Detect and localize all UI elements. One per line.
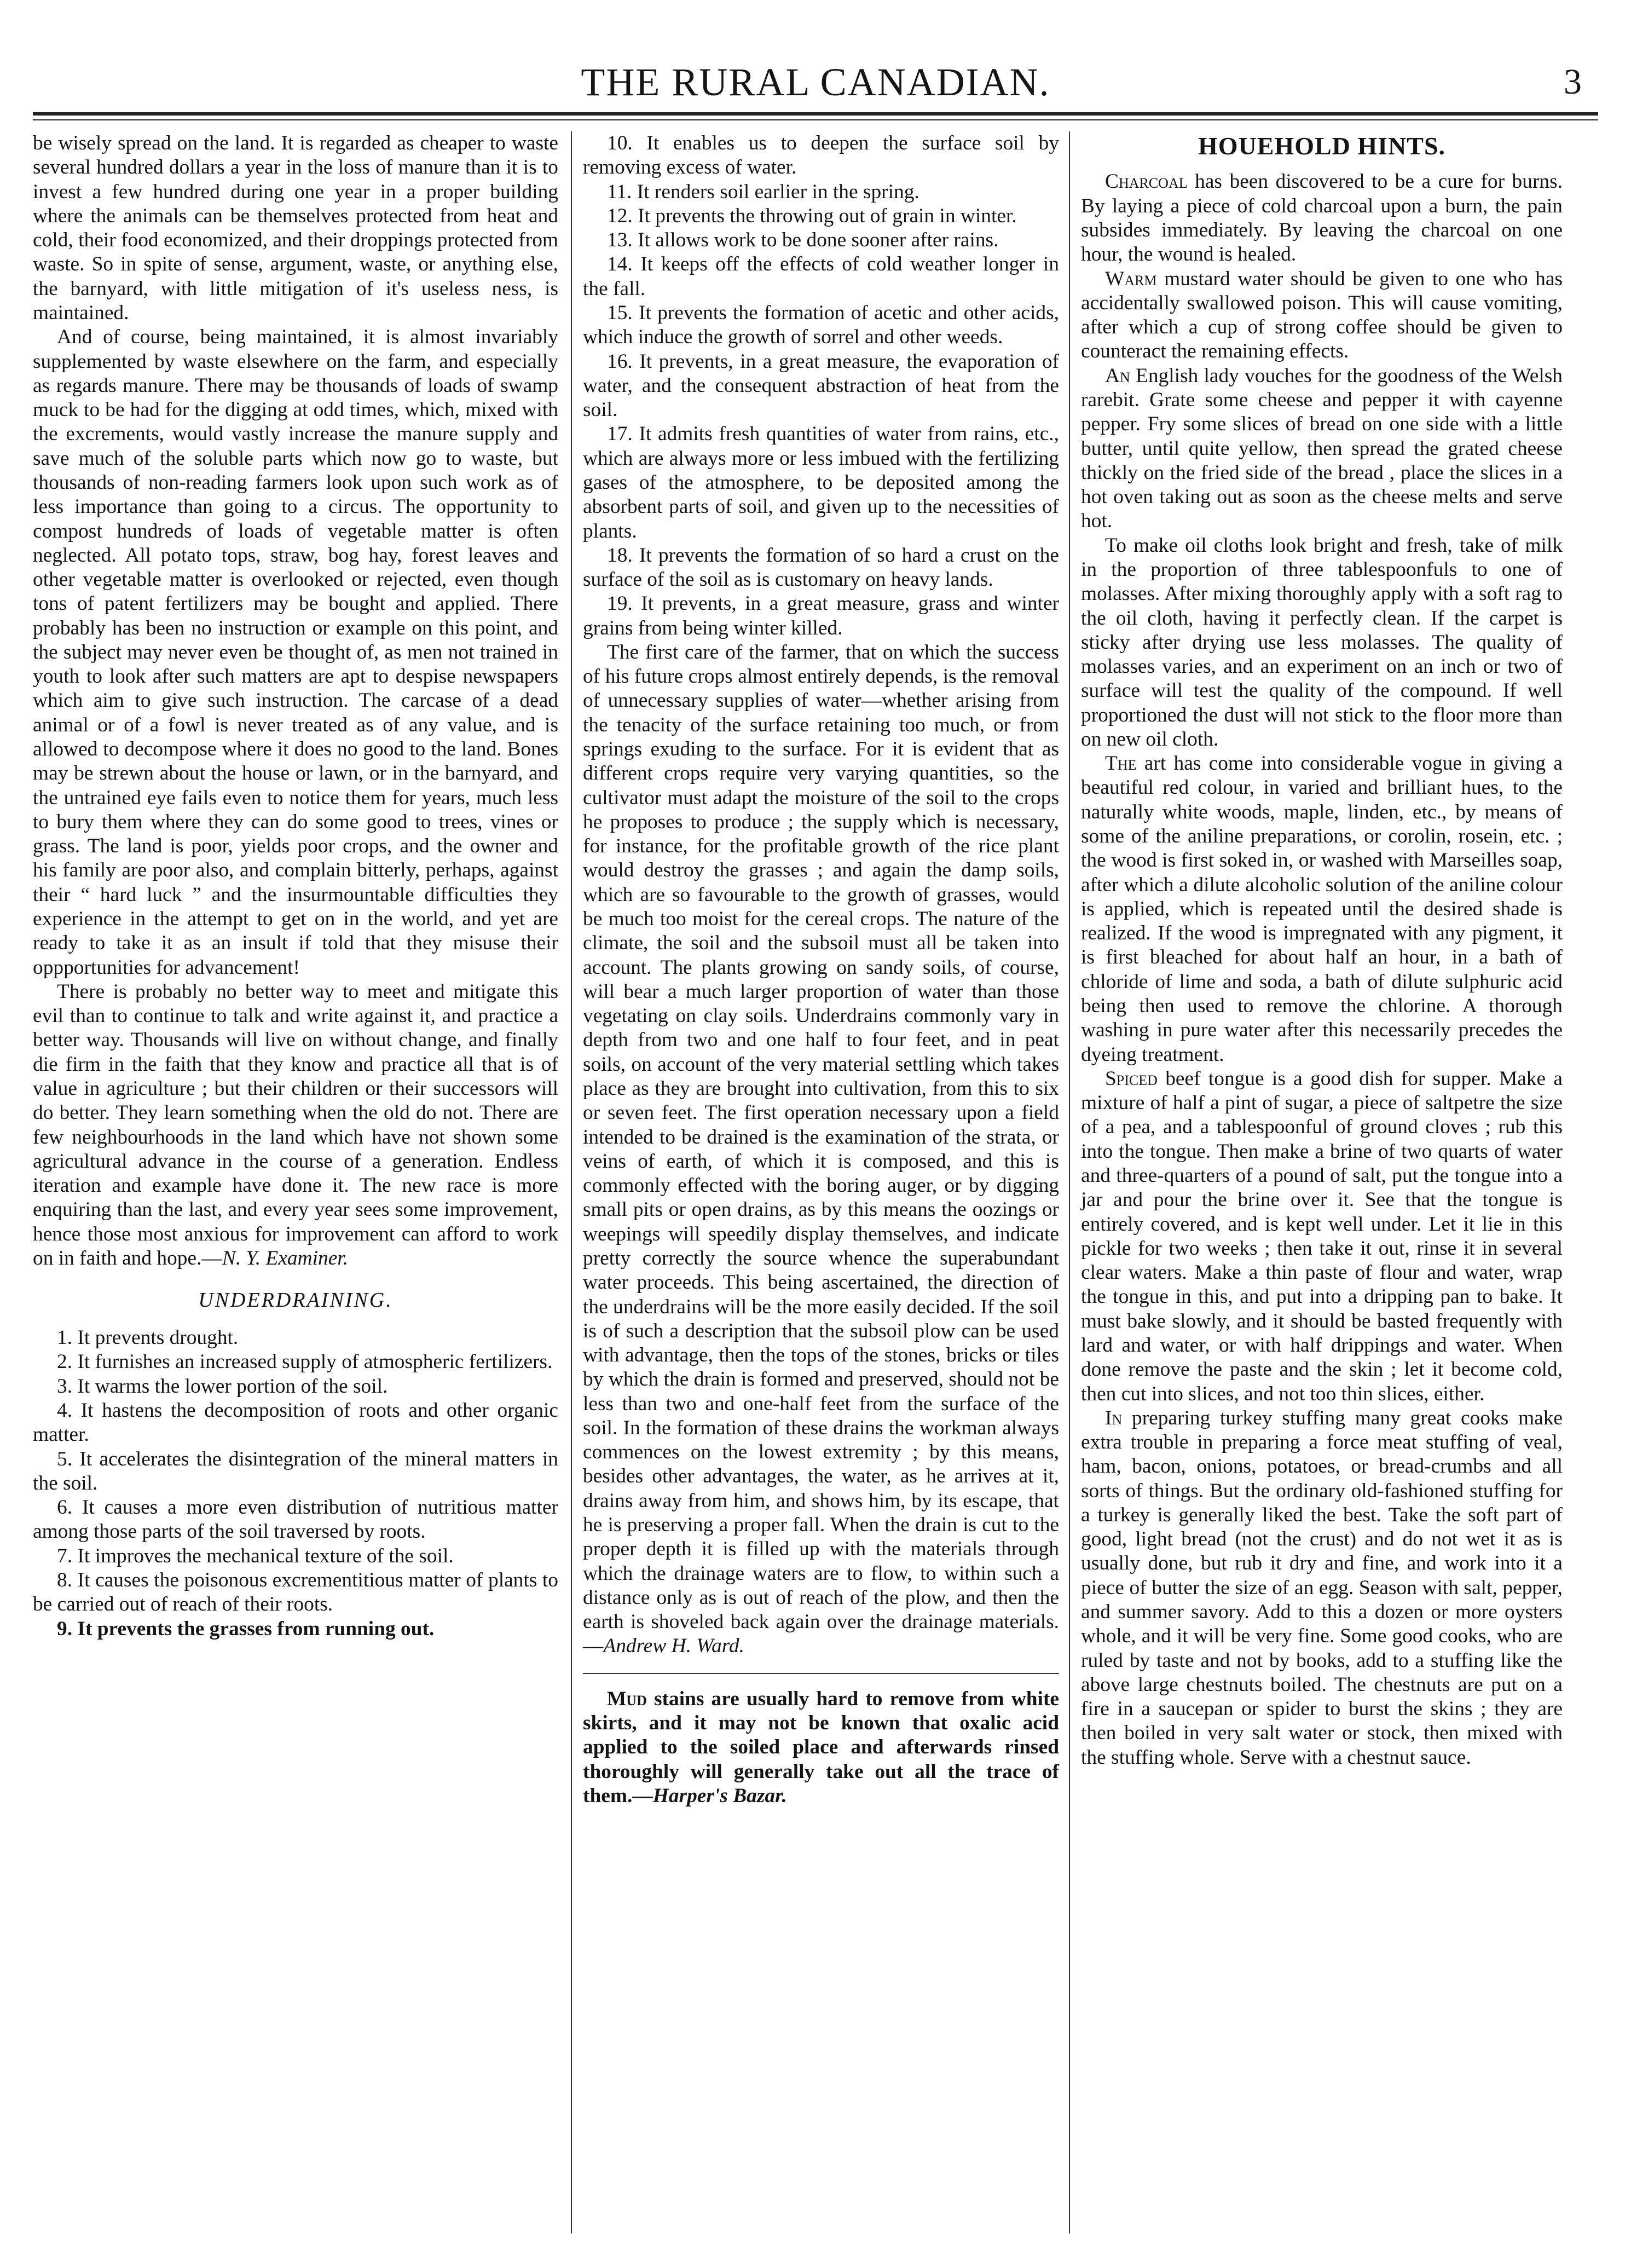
hint-mustard-water <box>1081 267 1563 364</box>
lead-word: An <box>1105 364 1130 387</box>
hint-text: preparing turkey stuffing many great cooks make extra trouble in preparing a force meat stuffing of veal, ham, bacon, onions, potatoes, or bread-crumbs and all sorts of things. But the ordinary old-fashioned stuffing for a turkey is generally liked the best. Take the soft part of good, light bread (not the crust) and do not wet it as is usually done, but rub it dry and fine, and work into it a piece of butter the size of an egg. Season with salt, pepper, and summer savory. Add to this a dozen or more oysters whole, and it will be very fine. Some good cooks, who are ruled by taste and not by books, add to a stuffing like the above large chestnuts boiled. The chestnuts are put on a fire in a saucepan or spider to burst the skins ; they are then boiled in very salt water or stock, then mixed with the stuffing whole. Serve with a chestnut sauce. <box>1081 1406 1563 1769</box>
hint-turkey-stuffing <box>1081 1406 1563 1770</box>
lead-word: In <box>1105 1406 1123 1429</box>
hint-text: To make oil cloths look bright and fresh, take of milk in the proportion of three tablespoonfuls to one of molasses. After mixing thoroughly apply with a soft rag to the oil cloth, having it perfectly clean. If the carpet is sticky after drying use less molasses. The quality of molasses varies, and an experiment on an inch or two of surface will test the quality of the compound. If well proportioned the dust will not stick to the floor more than on new oil cloth. <box>1081 534 1563 751</box>
underdraining-item: 5. It accelerates the disintegration of the mineral matters in the soil. <box>33 1447 558 1494</box>
masthead-rule-thick <box>33 112 1598 116</box>
hint-text: English lady vouches for the goodness of the Welsh rarebit. Grate some cheese and pepper it with cayenne pepper. Fry some slices of bread on one side with a little butter, until quite yellow, then spread the grated cheese thickly on the fried side of the bread , place the slices in a hot oven taking out as soon as the cheese melts and serve hot. <box>1081 364 1563 533</box>
underdraining-item: 7. It improves the mechanical texture of the soil. <box>57 1544 454 1567</box>
mud-stains-article <box>583 1687 1059 1808</box>
page-number: 3 <box>1564 62 1582 102</box>
masthead-rule-thin <box>33 119 1598 120</box>
underdraining-item: 16. It prevents, in a great measure, the evaporation of water, and the consequent abstraction of heat from the soil. <box>583 350 1059 422</box>
underdraining-item: 2. It furnishes an increased supply of atmospheric fertilizers. <box>57 1351 553 1374</box>
hint-oil-cloths <box>1081 534 1563 752</box>
underdraining-item: 19. It prevents, in a great measure, grass and winter grains from being winter killed. <box>583 592 1059 639</box>
article-source: N. Y. Examiner. <box>222 1246 349 1269</box>
underdraining-item: 9. It prevents the grasses from running out. <box>57 1617 435 1640</box>
manure-article-continued: be wisely spread on the land. It is regarded as cheaper to waste several hundred dollars a year in the loss of manure than it is to invest a few hundred during one year in a proper building where the animals can be themselves protected from heat and cold, their food economized, and their droppings protected from waste. So in spite of sense, argument, waste, or anything else, the barnyard, with little mitigation of it's useless ness, is maintained. <box>33 132 558 324</box>
masthead <box>33 52 1598 112</box>
underdraining-item: 8. It causes the poisonous excrementitious matter of plants to be carried out of reach of their roots. <box>33 1569 558 1616</box>
manure-article-paragraph-2: And of course, being maintained, it is almost invariably supplemented by waste elsewhere on the farm, and especially as regards manure. There may be thousands of loads of swamp muck to be had for the digging at odd times, which, mixed with the excrements, would vastly increase the manure supply and save much of the soluble parts which now go to waste, but thousands of non-reading farmers look upon such work as of less importance than going to a circus. The opportunity to compost hundreds of loads of vegetable matter is often neglected. All potato tops, straw, bog hay, forest leaves and other vegetable matter is overlooked or rejected, even though tons of patent fertilizers may be bought and applied. There probably has been no instruction or example on this point, and the subject may never even be thought of, as men not trained in youth to look after such matters are apt to despise newspapers which aim to give such instruction. The carcase of a dead animal or of a fowl is never treated as of any value, and is allowed to decompose where it does no good to the land. Bones may be strewn about the house or lawn, or in the barnyard, and the untrained eye fails even to notice them for years, much less to bury them where they can do some good to trees, vines or grass. The land is poor, yields poor crops, and the owner and his family are poor also, and complain bitterly, perhaps, against their “ hard luck ” and the insurmountable difficulties they experience in the attempt to get on in the world, and yet are ready to take it as an insult if told that they misuse their oppportunities for advancement! <box>33 326 558 979</box>
underdraining-item: 1. It prevents drought. <box>57 1326 239 1349</box>
underdraining-article-body <box>583 640 1059 1659</box>
article-source: Harper's Bazar. <box>652 1784 787 1807</box>
article-source: Andrew H. Ward. <box>603 1635 744 1658</box>
underdraining-item: 13. It allows work to be done sooner after rains. <box>607 229 999 252</box>
hint-text: has been discovered to be a cure for burns. By laying a piece of cold charcoal upon a burn, the pain subsides immediately. By leaving the charcoal on one hour, the wound is healed. <box>1081 170 1563 266</box>
underdraining-item: 3. It warms the lower portion of the soil. <box>57 1375 388 1398</box>
manure-article-paragraph-3 <box>33 980 558 1271</box>
underdraining-item: 12. It prevents the throwing out of grain in winter. <box>607 204 1017 227</box>
underdraining-item: 4. It hastens the decomposition of roots and other organic matter. <box>33 1399 558 1446</box>
underdraining-item: 15. It prevents the formation of acetic and other acids, which induce the growth of sorrel and other weeds. <box>583 301 1059 349</box>
hint-text: art has come into considerable vogue in giving a beautiful red colour, in varied and brilliant hues, to the naturally white woods, maple, linden, etc., by means of some of the aniline preparations, or corolin, rosein, etc. ; the wood is first soked in, or washed with Marseilles soap, after which a dilute alcoholic solution of the aniline colour is applied, which is repeated until the desired shade is realized. If the wood is impregnated with any pigment, it is first bleached for about half an hour, in a bath of chloride of lime and soda, a bath of dilute sulphuric acid being then used to remove the chlorine. A thorough washing in pure water after this necessarily precedes the dyeing treatment. <box>1081 752 1563 1066</box>
underdraining-item: 6. It causes a more even distribution of nutritious matter among those parts of the soil traversed by roots. <box>33 1496 558 1543</box>
underdraining-item: 10. It enables us to deepen the surface soil by removing excess of water. <box>583 132 1059 179</box>
underdraining-item: 17. It admits fresh quantities of water from rains, etc., which are always more or less imbued with the fertilizing gases of the atmosphere, to be deposited among the absorbent parts of soil, and given up to the necessities of plants. <box>583 423 1059 543</box>
hint-text: mustard water should be given to one who has accidentally swallowed poison. This will cause vomiting, after which a cup of strong coffee should be given to counteract the remaining effects. <box>1081 267 1563 363</box>
underdraining-heading: UNDERDRAINING. <box>198 1289 393 1312</box>
lead-word: Spiced <box>1105 1067 1158 1090</box>
household-hints-heading: HOUEHOLD HINTS. <box>1198 132 1446 160</box>
column-1 <box>33 131 558 1641</box>
lead-word: Warm <box>1105 267 1157 290</box>
paragraph-text: The first care of the farmer, that on which the success of his future crops almost entirely depends, is the removal of unnecessary supplies of water—whether arising from the tenacity of the surface retaining too much, or from springs exuding to the surface. For it is evident that as different crops require very varying quantities, so the cultivator must adapt the moisture of the soil to the crops he proposes to produce ; the supply which is necessary, for instance, for the profitable growth of the rice plant would destroy the grasses ; and again the damp soils, which are so favourable to the growth of grasses, would be much too moist for the cereal crops. The nature of the climate, the soil and the subsoil must all be taken into account. The plants growing on sandy soils, of course, will bear a much larger proportion of water than those vegetating on clay soils. Underdrains commonly vary in depth from two and one half to four feet, and in peat soils, on account of the very material settling which takes place as they are brought into cultivation, from this to six or seven feet. The first operation necessary upon a field intended to be drained is the examination of the strata, or veins of earth, of which it is composed, and this is commonly effected with the boring auger, or by digging small pits or open drains, as by this means the oozings or weepings will speedily display themselves, and indicate pretty correctly the source whence the superabundant water proceeds. This being ascertained, the direction of the underdrains will be the more easily decided. If the soil is of such a description that the subsoil plow can be used with advantage, then the tops of the stones, bricks or tiles by which the drain is formed and preserved, should not be less than two and one-half feet from the surface of the soil. In the formation of these drains the workman always commences on the lowest extremity ; by this means, besides other advantages, the water, as he arrives at it, drains away from him, and shows him, by its escape, that he is preserving a proper fall. When the drain is cut to the proper depth it is filled up with the materials through which the drainage waters are to flow, to within such a distance only as is out of reach of the plow, and then the earth is shoveled back again over the drainage materials.— <box>583 640 1059 1658</box>
paragraph-text: stains are usually hard to remove from white skirts, and it may not be known that oxalic acid applied to the soiled place and afterwards rinsed thoroughly will generally take out all the trace of them.— <box>583 1687 1059 1807</box>
lead-word: Charcoal <box>1105 170 1188 193</box>
column-divider-1 <box>571 131 572 2234</box>
paragraph-text: There is probably no better way to meet and mitigate this evil than to continue to talk and write against it, and practice a better way. Thousands will live on without change, and finally die firm in the faith that they know and practice all that is of value in agriculture ; but their children or their successors will do better. They learn something when the old do not. There are few neighbourhoods in the land which have not shown some agricultural advance in the course of a generation. Endless iteration and example have done it. The new race is more enquiring than the last, and every year sees some improvement, hence those most anxious for improvement can afford to work on in faith and hope.— <box>33 980 558 1269</box>
hint-text: beef tongue is a good dish for supper. Make a mixture of half a pint of sugar, a piece of saltpetre the size of a pea, and a tablespoonful of ground cloves ; rub this into the tongue. Then make a brine of two quarts of water and three-quarters of a pound of salt, put the tongue into a jar and pour the brine over it. See that the tongue is entirely covered, and is kept well under. Let it lie in this pickle for two weeks ; then take it out, rinse it in several clear waters. Make a thin paste of flour and water, wrap the tongue in this, and put into a dripping pan to bake. It must bake slowly, and it should be basted frequently with lard and water, or with half drippings and water. When done remove the paste and the skin ; let it become cold, then cut into slices, and not too thin slices, either. <box>1081 1067 1563 1405</box>
hint-charcoal <box>1081 170 1563 267</box>
column-2 <box>583 131 1059 1808</box>
column-3 <box>1081 131 1563 1770</box>
lead-word: The <box>1105 752 1137 775</box>
hint-wood-dyeing <box>1081 752 1563 1067</box>
underdraining-item: 18. It prevents the formation of so hard a crust on the surface of the soil as is customary on heavy lands. <box>583 544 1059 591</box>
underdraining-item: 11. It renders soil earlier in the spring. <box>607 180 919 203</box>
column-divider-2 <box>1069 131 1070 2234</box>
hint-spiced-tongue <box>1081 1067 1563 1406</box>
underdraining-item: 14. It keeps off the effects of cold weather longer in the fall. <box>583 253 1059 300</box>
lead-word: Mud <box>607 1687 647 1710</box>
article-separator <box>583 1673 1059 1674</box>
hint-welsh-rarebit <box>1081 364 1563 534</box>
newspaper-title: THE RURAL CANADIAN. <box>581 60 1050 104</box>
